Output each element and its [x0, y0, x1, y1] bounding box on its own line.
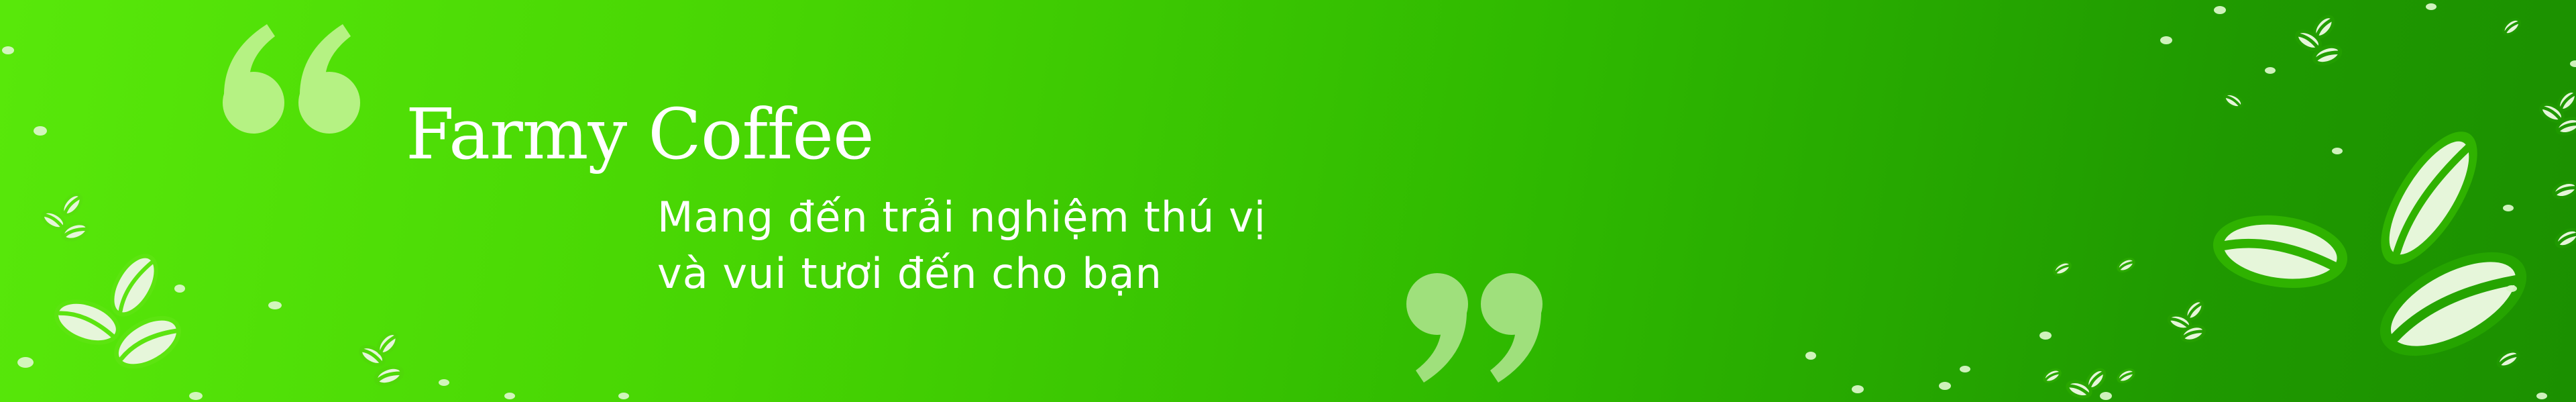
tagline-line-2: và vui tươi đến cho bạn [657, 249, 1162, 298]
quote-open-icon [223, 24, 360, 134]
tagline-line-1: Mang đến trải nghiệm thú vị [657, 193, 1267, 242]
brand-title: Farmy Coffee [406, 93, 874, 175]
quote-close-icon [1406, 273, 1543, 383]
coffee-bean-icon [2215, 123, 2536, 370]
coffee-bean-icon [51, 249, 187, 376]
coffee-bean-icon [40, 13, 2576, 400]
